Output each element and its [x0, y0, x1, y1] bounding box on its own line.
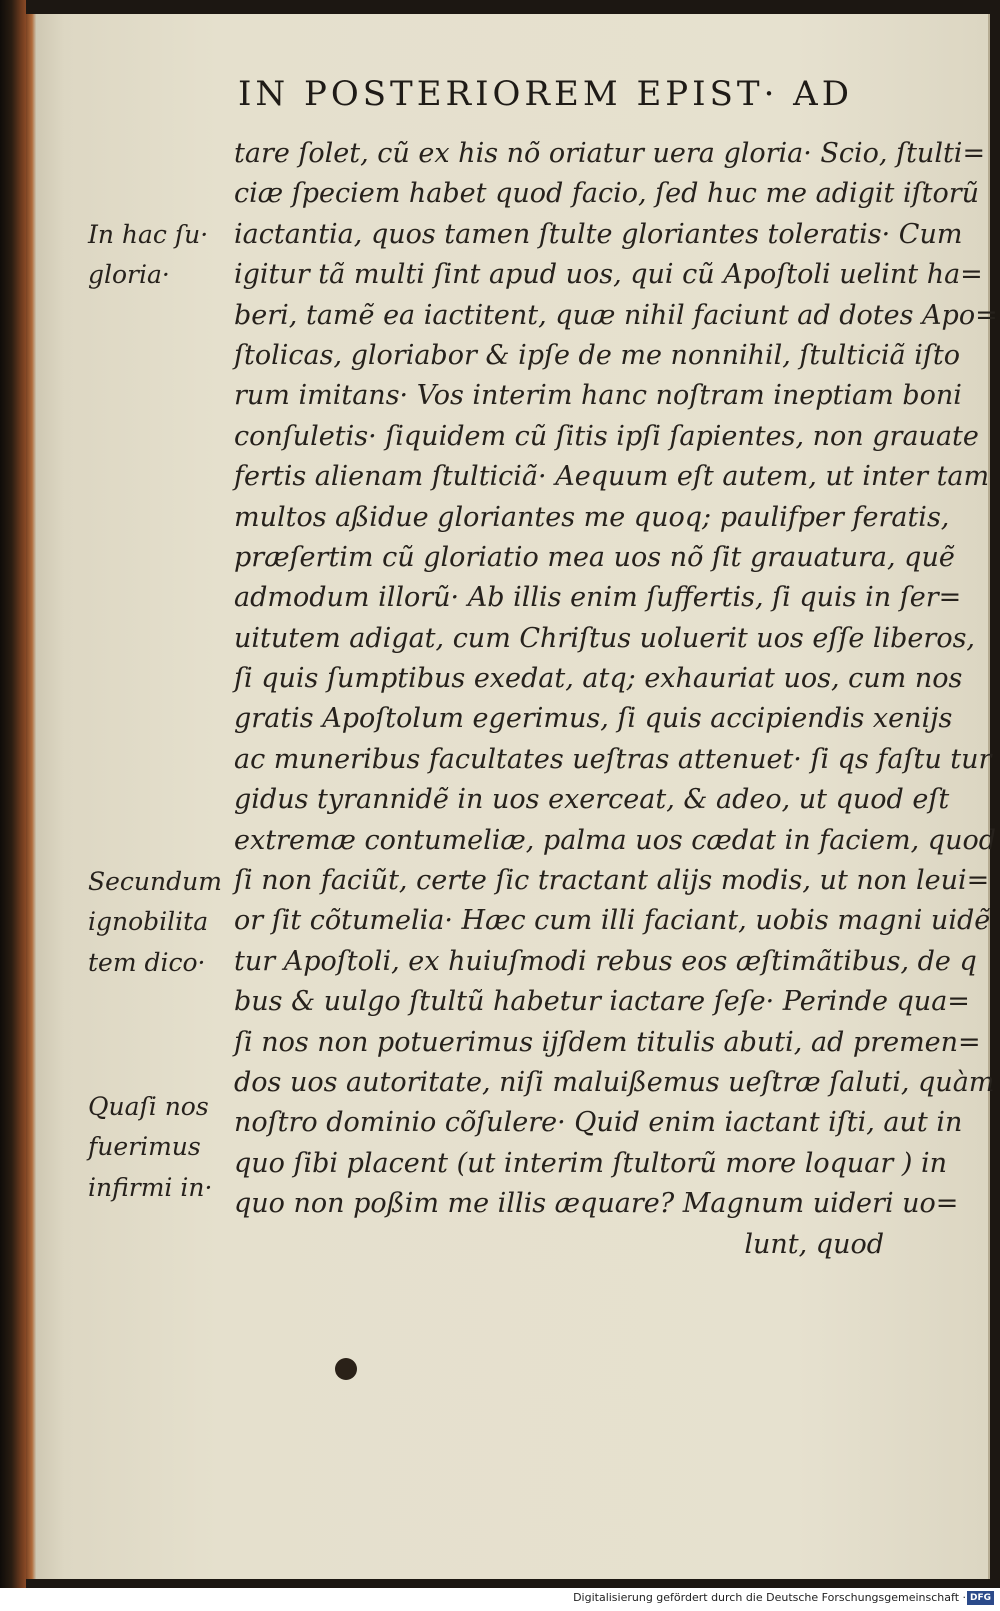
text-line: beri, tamẽ ea iactitent, quæ nihil faciunt ad dotes Apo=: [234, 299, 998, 331]
book-spine: [0, 0, 26, 1611]
catchword-line: lunt, quod: [744, 1228, 884, 1260]
text-line: præſertim cũ gloriatio mea uos nõ ſit grauatura, quẽ: [234, 541, 955, 573]
funding-note: Digitalisierung gefördert durch die Deutsche Forschungsgemeinschaft ·: [573, 1591, 966, 1604]
text-line: gidus tyrannidẽ in uos exerceat, & adeo, ut quod eſt: [234, 784, 950, 816]
text-line: noſtro dominio cõſulere· Quid enim iactant iſti, aut in: [234, 1107, 963, 1139]
text-line: extremæ contumeliæ, palma uos cædat in faciem, quod: [234, 824, 997, 856]
text-line: or ſit cõtumelia· Hæc cum illi faciant, uobis magni uidẽ: [234, 905, 991, 937]
text-line: tur Apoſtoli, ex huiuſmodi rebus eos æſtimãtibus, de q: [234, 945, 977, 977]
text-line: ciæ ſpeciem habet quod facio, ſed huc me adigit iſtorũ: [234, 178, 980, 210]
text-line: rum imitans· Vos interim hanc noſtram ineptiam boni: [234, 380, 962, 412]
marginal-line: In hac ſu·: [88, 220, 209, 249]
text-line: quo non poßim me illis æquare? Magnum uideri uo=: [234, 1188, 959, 1220]
marginal-line: Quaſi nos: [88, 1092, 209, 1121]
body-text: [234, 134, 998, 1265]
text-line: multos aßidue gloriantes me quoq; paulifper feratis,: [234, 501, 950, 533]
marginal-line: infirmi in·: [88, 1172, 213, 1202]
page-gutter-edge: [26, 14, 36, 1579]
text-line: fertis alienam ſtulticiã· Aequum eſt autem, ut inter tam: [234, 461, 990, 493]
marginal-note: [88, 1087, 238, 1208]
text-line: conſuletis· ſiquidem cũ ſitis ipſi ſapientes, non grauate: [234, 420, 979, 452]
running-head: IN POSTERIOREM EPIST· AD: [238, 74, 853, 114]
marginal-line: Secundum: [88, 867, 222, 896]
marginal-note: [88, 862, 238, 983]
text-line: admodum illorũ· Ab illis enim ſuffertis, ſi quis in ſer=: [234, 582, 962, 614]
text-line: gratis Apoſtolum egerimus, ſi quis accipiendis xenijs: [234, 703, 953, 735]
text-line: ſi quis ſumptibus exedat, atq; exhauriat uos, cum nos: [234, 663, 963, 695]
marginal-line: fuerimus: [88, 1132, 201, 1162]
text-line: igitur tã multi ſint apud uos, qui cũ Apoſtoli uelint ha=: [234, 259, 983, 291]
marginal-line: ignobilita: [88, 907, 209, 937]
text-line: dos uos autoritate, niſi maluißemus ueſtræ ſaluti, quàm: [234, 1066, 995, 1098]
text-line: ac muneribus facultates ueſtras attenuet· ſi qs faſtu tur: [234, 743, 992, 775]
text-line: quo ſibi placent (ut interim ſtultorũ more loquar ) in: [234, 1147, 947, 1179]
text-line: iactantia, quos tamen ſtulte gloriantes toleratis· Cum: [234, 218, 963, 250]
text-line: ſi nos non potuerimus ijſdem titulis abuti, ad premen=: [234, 1026, 981, 1058]
ink-dot-ornament: [335, 1358, 357, 1380]
text-line: uitutem adigat, cum Chriſtus uoluerit uos eſſe liberos,: [234, 622, 976, 654]
text-line: tare ſolet, cũ ex his nõ oriatur uera gloria· Scio, ſtulti=: [234, 138, 986, 169]
text-line: bus & uulgo ſtultũ habetur iactare ſeſe· Perinde qua=: [234, 986, 970, 1018]
marginal-line: gloria·: [88, 260, 170, 290]
text-line: ſtolicas, gloriabor & ipſe de me nonnihil, ſtulticiã iſto: [234, 339, 960, 371]
dfg-logo: DFG: [967, 1591, 994, 1605]
marginal-line: tem dico·: [88, 947, 206, 977]
text-line: ſi non faciũt, certe ſic tractant alijs modis, ut non leui=: [234, 865, 990, 897]
marginal-note: [88, 215, 238, 296]
